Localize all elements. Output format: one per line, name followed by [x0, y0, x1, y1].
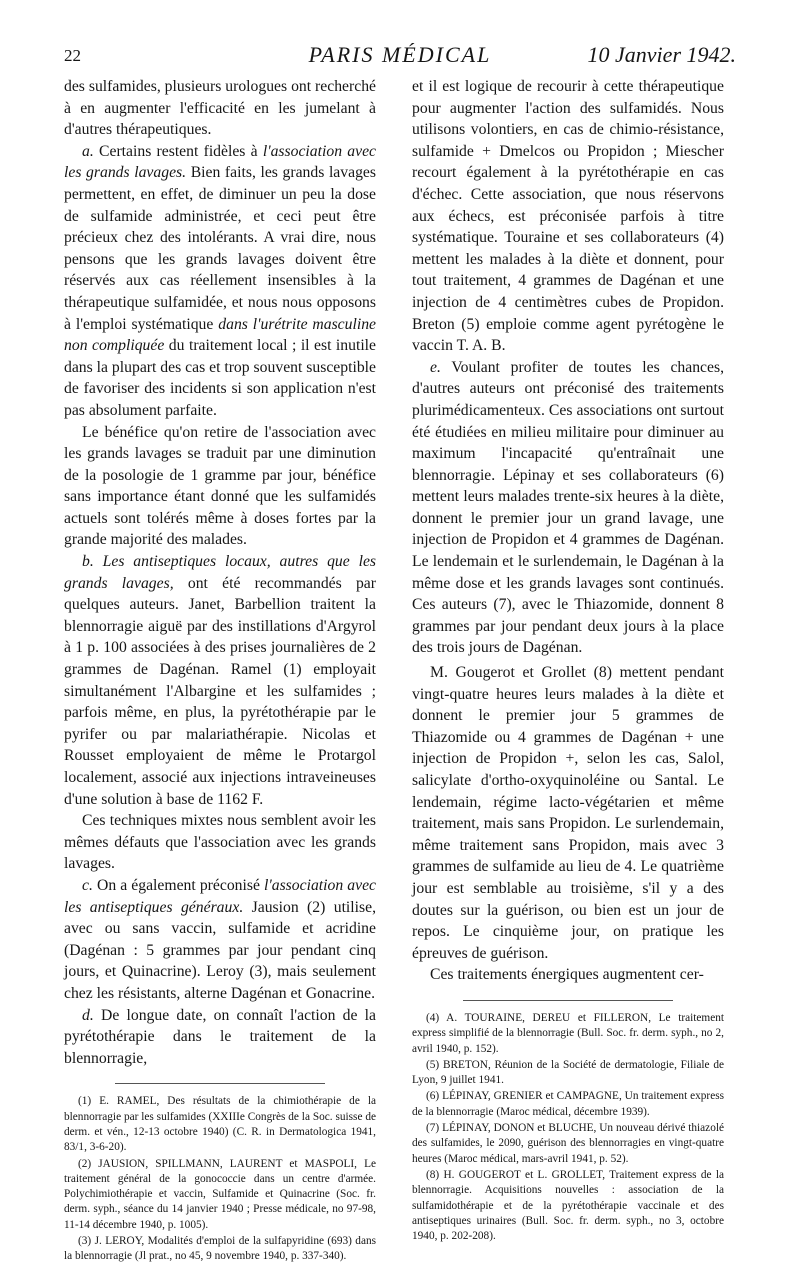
paragraph: Le bénéfice qu'on retire de l'association avec les grands lavages se traduit par une diminution de la posologie de 1 gramme par jour, bénéfice sans importance étant donné que les sulfamidés actuels sont tolérés même à doses fortes par la grande majorité des malades.	[64, 423, 376, 549]
issue-date: 10 Janvier 1942.	[587, 42, 736, 67]
text-run: ont été recommandés par quelques auteurs. Janet, Barbellion traitent la blennorragie aiguë par des instillations d'Argyrol à 1 p. 100 associées à des prises journalières de 2 grammes de Dagénan. Ramel (1) employait simultanément l'Albargine et les sulfamides ; parfois même, en plus, la pyrétothérapie par le pyrifer ou par malariathérapie. Nicolas et Rousset employaient de même le Protargol localement, associé aux injections intraveineuses d'une solution à base de 1162 F.	[64, 574, 376, 808]
text-run: du traitement local ; il est inutile dans la plupart des cas et trop souvent susceptible de favoriser des incidents si son application n'est pas absolument parfaite.	[64, 337, 377, 419]
text-run: Jausion (2) utilise, avec ou sans vaccin, sulfamide et acridine (Dagénan : 5 grammes par jour pendant cinq jours, et Quinacrine). Leroy (3), mais seulement chez les résistants, alterne Dagénan et Gonacrine.	[64, 898, 376, 1002]
footnote: (4) A. TOURAINE, DEREU et FILLERON, Le traitement express simplifié de la blennorragie (Bull. Soc. fr. derm. syph., no 2, avril 1940, p. 152).	[412, 1011, 724, 1055]
paragraph: Ces traitements énergiques augmentent cer-	[430, 966, 704, 984]
paragraph: et il est logique de recourir à cette thérapeutique pour augmenter l'action des sulfamidés. Nous utilisons volontiers, en cas de chimio-résistance, sulfamide + Dmelcos ou Propidon ; Miescher recourt également à la pyrétothérapie en cas d'échec. Cette association, que nous réservons aux échecs, est préconisée parfois à titre systématique. Touraine et ses collaborateurs (4) mettent les malades à la diète et donnent, pour tout traitement, 4 grammes de Dagénan et une injection de 4 centimètres cubes de Propidon. Breton (5) emploie comme agent pyrétogène le vaccin T. A. B.	[412, 78, 724, 355]
footnote: (1) E. RAMEL, Des résultats de la chimiothérapie de la blennorragie par les sulfamides (XXIIIe Congrès de la Soc. suisse de derm. et vén., 12-13 octobre 1940) (C. R. in Dermatologica 1941, 83/1, 3-6-20).	[64, 1095, 376, 1154]
paragraph-c	[64, 875, 376, 1005]
footnotes	[412, 1011, 724, 1244]
emphasis: l'association avec les antiseptiques généraux.	[64, 876, 377, 916]
paragraph-d	[64, 1005, 376, 1070]
left-column	[64, 76, 376, 1266]
text-run: On a également préconisé	[96, 876, 265, 894]
footnote: (2) JAUSION, SPILLMANN, LAURENT et MASPOLI, Le traitement général de la gonococcie dans un centre d'armée. Polychimiothérapie et vaccin, Sulfamide et Quinacrine (Soc. fr. derm. syph., séance du 14 janvier 1940 ; Presse médicale, no 97-98, 11-14 décembre 1940, p. 1005).	[64, 1157, 376, 1231]
footnote-divider	[463, 1000, 673, 1001]
footnote: (7) LÉPINAY, DONON et BLUCHE, Un nouveau dérivé thiazolé des sulfamides, le 2090, guérison des blennorragies en vingt-quatre heures (Maroc médical, mars-avril 1941, p. 52).	[412, 1122, 724, 1165]
text-run: De longue date, on connaît l'action de la pyrétothérapie dans le traitement de la blennorragie,	[64, 1006, 377, 1067]
footnote: (5) BRETON, Réunion de la Société de dermatologie, Filiale de Lyon, 9 juillet 1941.	[412, 1058, 724, 1087]
right-column	[412, 76, 724, 1245]
item-letter: c.	[82, 876, 93, 894]
footnote-divider	[115, 1083, 325, 1084]
footnotes	[64, 1094, 376, 1264]
paragraph: des sulfamides, plusieurs urologues ont recherché à en augmenter l'efficacité en les jumelant à d'autres thérapeutiques.	[64, 78, 376, 139]
paragraph-a	[64, 141, 376, 422]
emphasis: Les antiseptiques locaux, autres que les grands lavages,	[64, 553, 377, 592]
text-run: Voulant profiter de toutes les chances, d'autres auteurs ont préconisé des traitements plurimédicamenteux. Ces associations ont surtout été étudiées en milieu militaire pour diminuer au maximum l'incapacité qu'entraînait une blennorragie. Lépinay et ses collaborateurs (6) mettent leurs malades trente-six heures à la diète, donnent le premier jour un grand lavage, une injection de Propidon et 4 grammes de Dagénan. Le lendemain et le surlendemain, le Dagénan à la même dose et les grands lavages sont continués. Ces auteurs (7), avec le Thiazomide, donnent 8 grammes par jour pendant deux jours à la place des trois jours de Dagénan.	[412, 358, 725, 657]
item-letter: a.	[82, 142, 94, 160]
paragraph-b	[64, 551, 376, 810]
footnote: (8) H. GOUGEROT et L. GROLLET, Traitement express de la blennorragie. Acquisitions nouvelles : association de la sulfamidothérapie et de la pyrétothérapie vaccinale et des antiseptiques urinaires (Bull. Soc. fr. derm. syph., no 3, octobre 1940, p. 202-208).	[412, 1168, 724, 1243]
page-number: 22	[64, 46, 81, 65]
item-letter: e.	[430, 358, 441, 376]
text-run: Certains restent fidèles à	[99, 142, 263, 160]
item-letter: b.	[82, 553, 94, 571]
emphasis: dans l'urétrite masculine non compliquée	[64, 315, 377, 355]
paragraph: Ces techniques mixtes nous semblent avoir les mêmes défauts que l'association avec les grands lavages.	[64, 812, 376, 873]
paragraph: M. Gougerot et Grollet (8) mettent pendant vingt-quatre heures leurs malades à la diète et donnent le premier jour 5 grammes de Thiazomide ou 4 grammes de Dagénan + une injection de Propidon +, selon les cas, Salol, salicylate d'ortho-oxyquinoléine ou Santal. Le lendemain, régime lacto-végétarien et même traitement, mais sans Propidon. Le surlendemain, même traitement sans Propidon, mais avec 3 grammes de sulfamide au lieu de 4. Le quatrième jour est semblable au troisième, s'il y a des doutes sur la guérison, ou bien est un jour de repos. Le cinquième jour, on pratique les épreuves de guérison.	[412, 664, 724, 962]
text-run: Bien faits, les grands lavages permettent, en effet, de diminuer un peu la dose de sulfamide administrée, et ceci peut être précieux chez des intolérants. A vrai dire, nous pensons que les grands lavages doivent être réservés aux cas réellement insensibles à la thérapeutique sulfamidée, et nous nous opposons à l'emploi systématique	[64, 164, 376, 333]
item-letter: d.	[82, 1006, 94, 1024]
page-header	[64, 40, 736, 76]
journal-title: PARIS MÉDICAL	[308, 42, 492, 67]
paragraph-e	[412, 357, 724, 659]
footnote: (6) LÉPINAY, GRENIER et CAMPAGNE, Un traitement express de la blennorragie (Maroc médical, décembre 1939).	[412, 1090, 724, 1118]
footnote: (3) J. LEROY, Modalités d'emploi de la sulfapyridine (693) dans la blennorragie (Jl prat., no 45, 9 novembre 1940, p. 337-340).	[64, 1234, 376, 1263]
emphasis: l'association avec les grands lavages.	[64, 142, 377, 182]
